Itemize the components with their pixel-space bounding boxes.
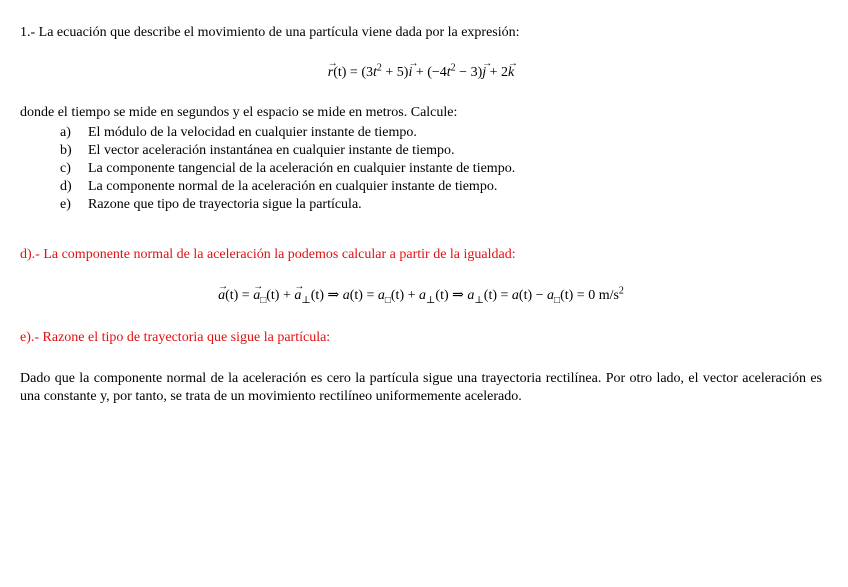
list-item: d) La componente normal de la aceleración en cualquier instante de tiempo. [60,179,498,194]
problem-context: donde el tiempo se mide en segundos y el espacio se mide en metros. Calcule: [20,105,458,120]
list-item: e) Razone que tipo de trayectoria sigue la partícula. [60,197,362,212]
part-e-heading: e).- Razone el tipo de trayectoria que sigue la partícula: [20,330,331,345]
list-item: c) La componente tangencial de la aceleración en cualquier instante de tiempo. [60,161,516,176]
question-list [20,124,822,214]
list-item: b) El vector aceleración instantánea en cualquier instante de tiempo. [60,143,455,158]
normal-acceleration-equation: → a(t) = → $a_□(t)$ + → $a_\perp(t)$ ⇒ $a(t) = a_□(t) + a_\perp(t)$ ⇒ $a_\perp(t) = a(t) - a_□(t) = 0$ $m/s^2$ [20,287,822,305]
list-item: a) El módulo de la velocidad en cualquier instante de tiempo. [60,125,417,140]
part-d-heading: d).- La componente normal de la aceleración la podemos calcular a partir de la igualdad: [20,247,516,262]
problem-statement: 1.- La ecuación que describe el movimiento de una partícula viene dada por la expresión: [20,25,520,40]
position-equation: → $r(t) = (3t^2 + 5)\to i + (-4t^2 - 3)\to j + 2\to k$ [20,64,822,82]
part-e-answer: Dado que la componente normal de la aceleración es cero la partícula sigue una trayectoria rectilínea. Por otro lado, el vector aceleración es una constante y, por tanto, se trata de un movimiento rectilíneo uniformemente acelerado. [20,371,822,404]
